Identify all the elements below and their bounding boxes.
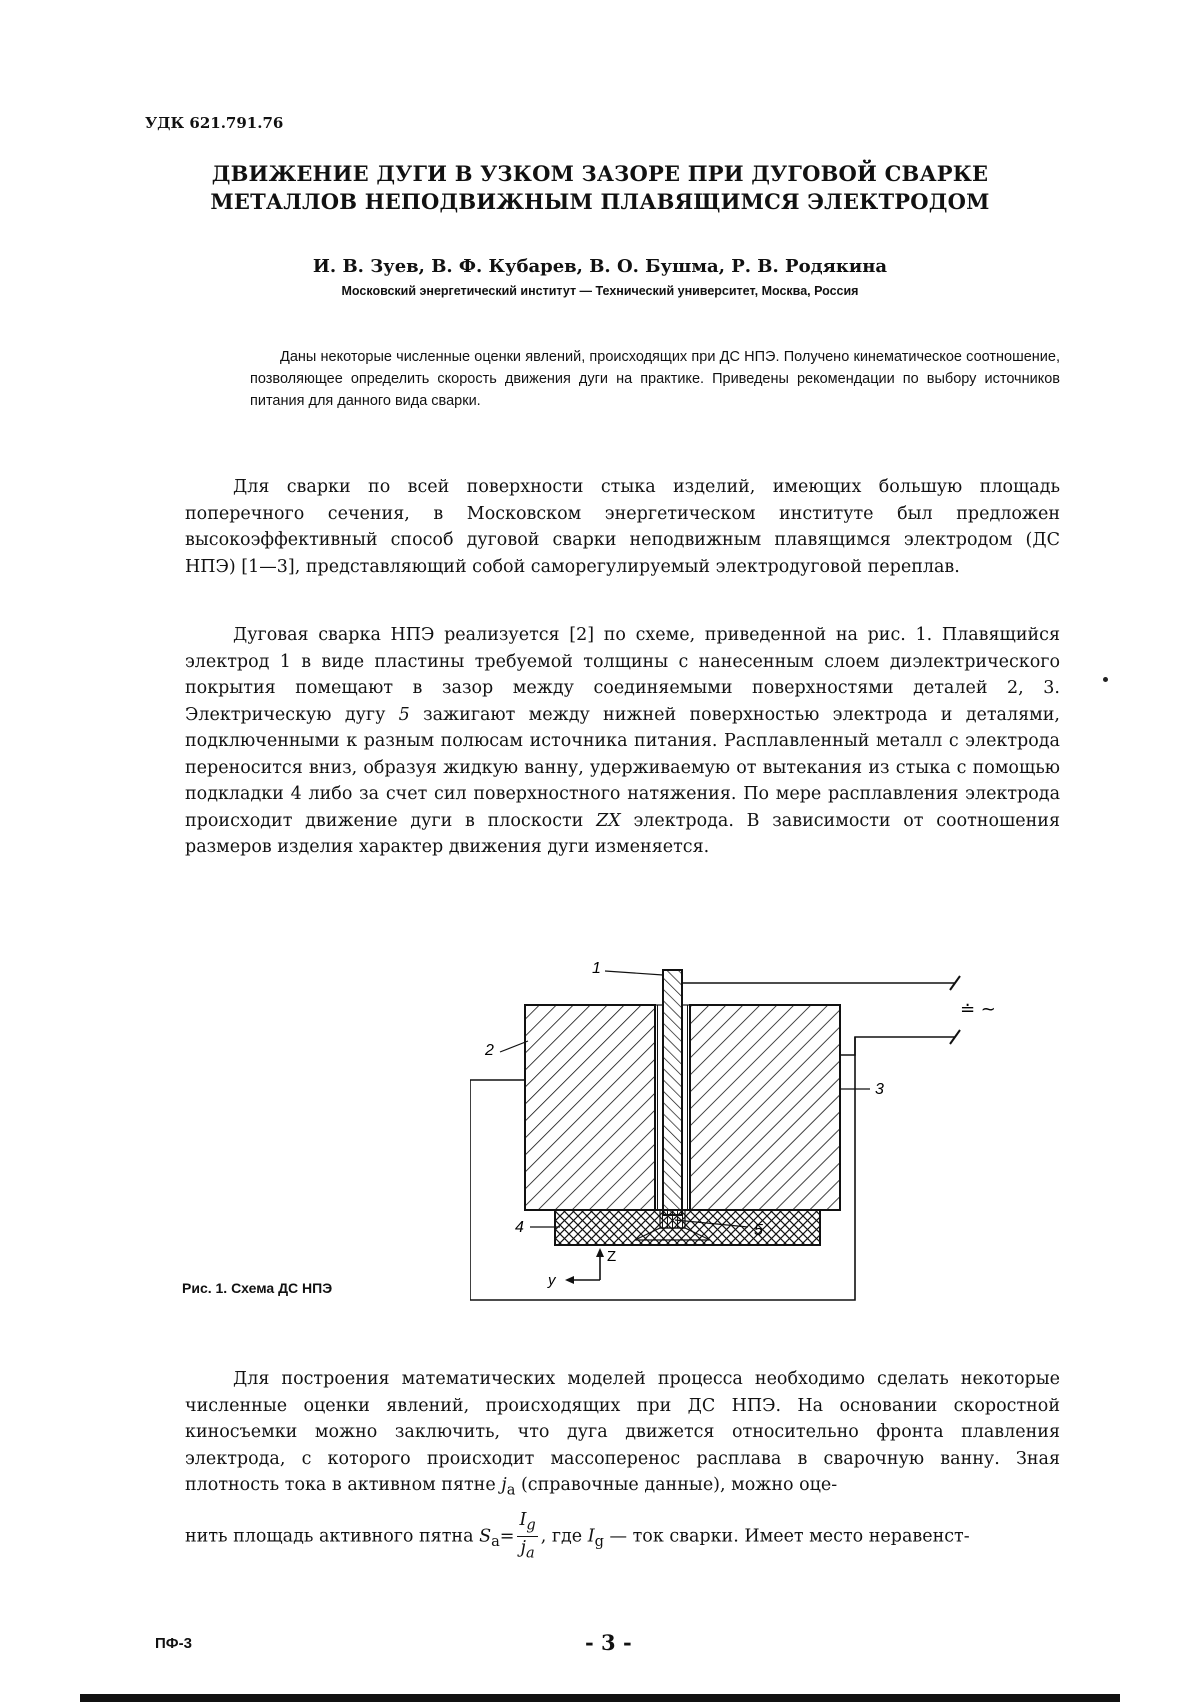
wire-part-3 [840,1037,955,1055]
paragraph-2-text-a: Дуговая сварка НПЭ реализуется [2] по схеме, приведенной на рис. 1. Плавящийся электрод 1 в виде пластины требуемой толщины с нанесенным слоем диэлектрического покрытия помещают в зазор между соединяемыми поверхностями деталей 2, 3. Электрическую дугу [185,625,1060,725]
body-paragraph-1 [185,474,1060,580]
label-2: 2 [485,1042,494,1059]
label-5: 5 [754,1222,763,1239]
label-3: 3 [875,1081,884,1098]
scan-edge-bar [80,1694,1120,1702]
formula-line [185,1510,1060,1564]
part-2 [525,1005,655,1210]
page-number: - 3 - [585,1630,632,1655]
fraction-numerator: $I_g$ [517,1510,537,1537]
title-line-1: ДВИЖЕНИЕ ДУГИ В УЗКОМ ЗАЗОРЕ ПРИ ДУГОВОЙ СВАРКЕ [211,161,989,186]
footer-code: ПФ-3 [155,1635,192,1652]
formula-line-text-c: — ток сварки. Имеет место неравенст- [603,1526,970,1547]
scan-speck [1103,677,1108,682]
figure-1-diagram [470,955,1040,1310]
label-4: 4 [515,1219,524,1236]
axis-z-label: Z [607,1248,617,1265]
paragraph-2-text-c: электрода. В зависимости от соотношения размеров изделия характер движения дуги изменяется. [185,810,1060,857]
formula-line-text-a: нить площадь активного пятна [185,1526,480,1547]
equals-sign: = [499,1526,515,1547]
coating-left [655,1005,663,1210]
label-1: 1 [592,960,601,977]
abstract [250,346,1060,412]
formula-line-text-b: , где [540,1526,588,1547]
paragraph-1-text: Для сварки по всей поверхности стыка изделий, имеющих большую площадь поперечного сечения, в Московском энергетическом институте был предложен высокоэффективный способ дуговой сварки неподвижным плавящимся электродом (ДС НПЭ) [1—3], представляющий собой саморегулируемый электродуговой переплав. [185,477,1060,577]
plane-symbol: ZX [596,810,621,831]
affiliation: Московский энергетический институт — Технический университет, Москва, Россия [341,284,859,298]
figure-caption: Рис. 1. Схема ДС НПЭ [182,1280,333,1296]
paragraph-3-text-a: Для построения математических моделей процесса необходимо сделать некоторые численные оценки явлений, происходящих при ДС НПЭ. На основании скоростной киносъемки можно заключить, что дуга движется относительно фронта плавления электрода, с которого происходит массоперенос расплава в сварочную ванну. Зная плотность тока в активном пятне [185,1369,1060,1495]
coating-right [682,1005,690,1210]
power-source-symbol: ≐ ~ [960,999,996,1020]
area-symbol: S [479,1526,492,1547]
electrode-1 [663,970,682,1215]
body-paragraph-3 [185,1366,1060,1504]
current-density-subscript: a [506,1481,516,1499]
area-fraction [517,1510,537,1564]
part-3 [690,1005,840,1210]
arc-number: 5 [398,704,410,725]
authors: И. В. Зуев, В. Ф. Кубарев, В. О. Бушма, Р. В. Родякина [312,256,888,277]
body-paragraph-2 [185,622,1060,861]
axis-y-label: y [548,1272,556,1289]
current-density-symbol: j [501,1475,507,1495]
paper-title [180,160,1020,216]
current-symbol: I [587,1526,595,1547]
paragraph-2-text-b: зажигают между нижней поверхностью электрода и деталями, подключенными к разным полюсам источника питания. Расплавленный металл с электрода переносится вниз, образуя жидкую ванну, удерживаемую от вытекания из стыка с помощью подкладки 4 либо за счет сил поверхностного натяжения. По мере расплавления электрода происходит движение дуги в плоскости [185,704,1060,831]
udc-code: УДК 621.791.76 [145,114,284,132]
title-line-2: МЕТАЛЛОВ НЕПОДВИЖНЫМ ПЛАВЯЩИМСЯ ЭЛЕКТРОДОМ [210,189,990,214]
area-subscript: a [491,1533,500,1550]
abstract-text: Даны некоторые численные оценки явлений, происходящих при ДС НПЭ. Получено кинематическое соотношение, позволяющее определить скорость движения дуги на практике. Приведены рекомендации по выбору источников питания для данного вида сварки. [250,349,1060,409]
current-subscript: g [594,1533,604,1550]
fraction-denominator: $j_a$ [520,1537,535,1561]
paragraph-3-text-b: (справочные данные), можно оце- [515,1475,838,1495]
